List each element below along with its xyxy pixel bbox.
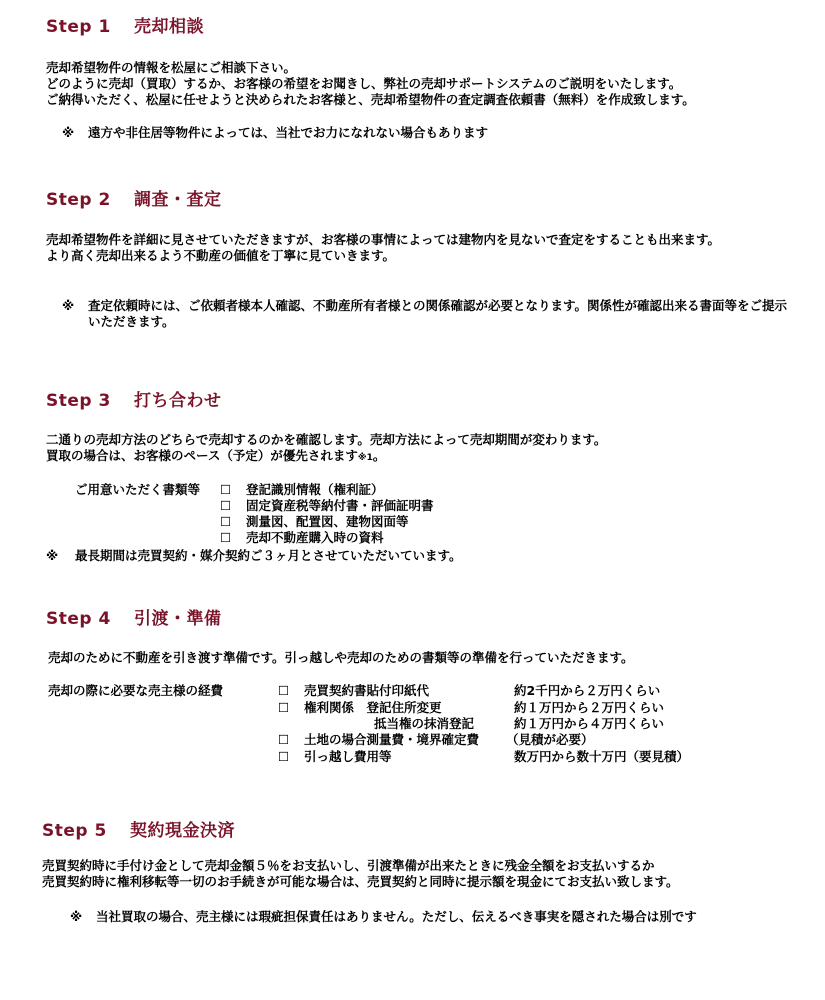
step5-number: Step 5 bbox=[42, 821, 107, 841]
step1-note bbox=[62, 125, 802, 141]
step2-number: Step 2 bbox=[46, 190, 111, 210]
step1-heading: 売却相談 bbox=[134, 17, 204, 37]
step1-note-text: 遠方や非住居等物件によっては、当社でお力になれない場合もあります bbox=[88, 125, 489, 140]
doc-item: 測量図、配置図、建物図面等 bbox=[246, 514, 409, 529]
footnote-ref: ※1 bbox=[357, 453, 373, 463]
expense-item: 権利関係 登記住所変更 bbox=[304, 700, 442, 715]
step2-note-mark: ※ bbox=[62, 298, 75, 313]
checkbox-icon: ☐ bbox=[220, 514, 232, 529]
step3-note-mark: ※ bbox=[46, 548, 59, 563]
expenses-label: 売却の際に必要な売主様の経費 bbox=[48, 683, 224, 698]
step4-title bbox=[46, 604, 222, 629]
doc-item: 登記識別情報（権利証） bbox=[246, 482, 384, 497]
expense-cost: 数万円から数十万円（要見積） bbox=[514, 749, 690, 764]
checkbox-icon: ☐ bbox=[278, 700, 290, 715]
step5-note bbox=[70, 909, 810, 925]
step4-heading: 引渡・準備 bbox=[134, 609, 222, 629]
expense-cost: 約１万円から４万円くらい bbox=[514, 716, 665, 731]
checkbox-icon: ☐ bbox=[278, 749, 290, 764]
step1-title bbox=[46, 12, 204, 37]
checkbox-icon: ☐ bbox=[220, 498, 232, 513]
expense-cost: 約１万円から２万円くらい bbox=[514, 700, 665, 715]
expense-item: 土地の場合測量費・境界確定費 bbox=[304, 732, 480, 747]
doc-item: 固定資産税等納付書・評価証明書 bbox=[246, 498, 434, 513]
step4-number: Step 4 bbox=[46, 609, 111, 629]
step5-note-text: 当社買取の場合、売主様には瑕疵担保責任はありません。ただし、伝えるべき事実を隠された場合は別です bbox=[96, 909, 697, 924]
step3-paragraph-line1: 二通りの売却方法のどちらで売却するのかを確認します。売却方法によって売却期間が変わります。 bbox=[46, 432, 607, 447]
step3-heading: 打ち合わせ bbox=[134, 391, 222, 411]
step4-paragraph: 売却のために不動産を引き渡す準備です。引っ越しや売却のための書類等の準備を行っていただきます。 bbox=[48, 650, 634, 665]
checkbox-icon: ☐ bbox=[220, 530, 232, 545]
step2-paragraph: 売却希望物件を詳細に見させていただきますが、お客様の事情によっては建物内を見ないで査定をすることも出来ます。 より高く売却出来るよう不動産の価値を丁寧に見ていきます。 bbox=[46, 232, 721, 263]
expense-cost: （見積が必要） bbox=[506, 732, 594, 747]
docs-label: ご用意いただく書類等 bbox=[75, 482, 201, 497]
step3-title bbox=[46, 386, 222, 411]
step3-number: Step 3 bbox=[46, 391, 111, 411]
step3-paragraph-line2-text: 買取の場合は、お客様のペース（予定）が優先されます bbox=[46, 448, 358, 463]
expense-item: 抵当権の抹消登記 bbox=[374, 716, 475, 731]
step3-paragraph-line2 bbox=[46, 448, 385, 466]
expense-cost: 約2千円から２万円くらい bbox=[514, 683, 661, 698]
step1-note-mark: ※ bbox=[62, 125, 75, 140]
step1-number: Step 1 bbox=[46, 17, 111, 37]
checkbox-icon: ☐ bbox=[220, 482, 232, 497]
step5-title bbox=[42, 816, 235, 841]
step2-heading: 調査・査定 bbox=[134, 190, 222, 210]
step3-paragraph-line2-end: 。 bbox=[372, 448, 386, 463]
step2-note-text: 査定依頼時には、ご依頼者様本人確認、不動産所有者様との関係確認が必要となります。関係性が確認出来る書面等をご提示いただきます。 bbox=[88, 298, 788, 329]
step2-note bbox=[62, 298, 797, 330]
expense-item: 引っ越し費用等 bbox=[304, 749, 392, 764]
step5-note-mark: ※ bbox=[70, 909, 83, 924]
step2-title bbox=[46, 185, 222, 210]
checkbox-icon: ☐ bbox=[278, 732, 290, 747]
step3-note-text: 最長期間は売買契約・媒介契約ご３ヶ月とさせていただいています。 bbox=[75, 548, 462, 563]
step5-heading: 契約現金決済 bbox=[130, 821, 235, 841]
expense-item: 売買契約書貼付印紙代 bbox=[304, 683, 430, 698]
doc-item: 売却不動産購入時の資料 bbox=[246, 530, 384, 545]
step5-paragraph: 売買契約時に手付け金として売却金額５％をお支払いし、引渡準備が出来たときに残金全額をお支払いするか 売買契約時に権利移転等一切のお手続きが可能な場合は、売買契約と同時に提示額を現金にてお支払い致します。 bbox=[42, 858, 679, 889]
checkbox-icon: ☐ bbox=[278, 683, 290, 698]
step1-paragraph: 売却希望物件の情報を松屋にご相談下さい。 どのように売却（買取）するか、お客様の希望をお聞きし、弊社の売却サポートシステムのご説明をいたします。 ご納得いただく、松屋に任せようと決められたお客様と、売却希望物件の査定調査依頼書（無料）を作成致します。 bbox=[46, 60, 695, 107]
